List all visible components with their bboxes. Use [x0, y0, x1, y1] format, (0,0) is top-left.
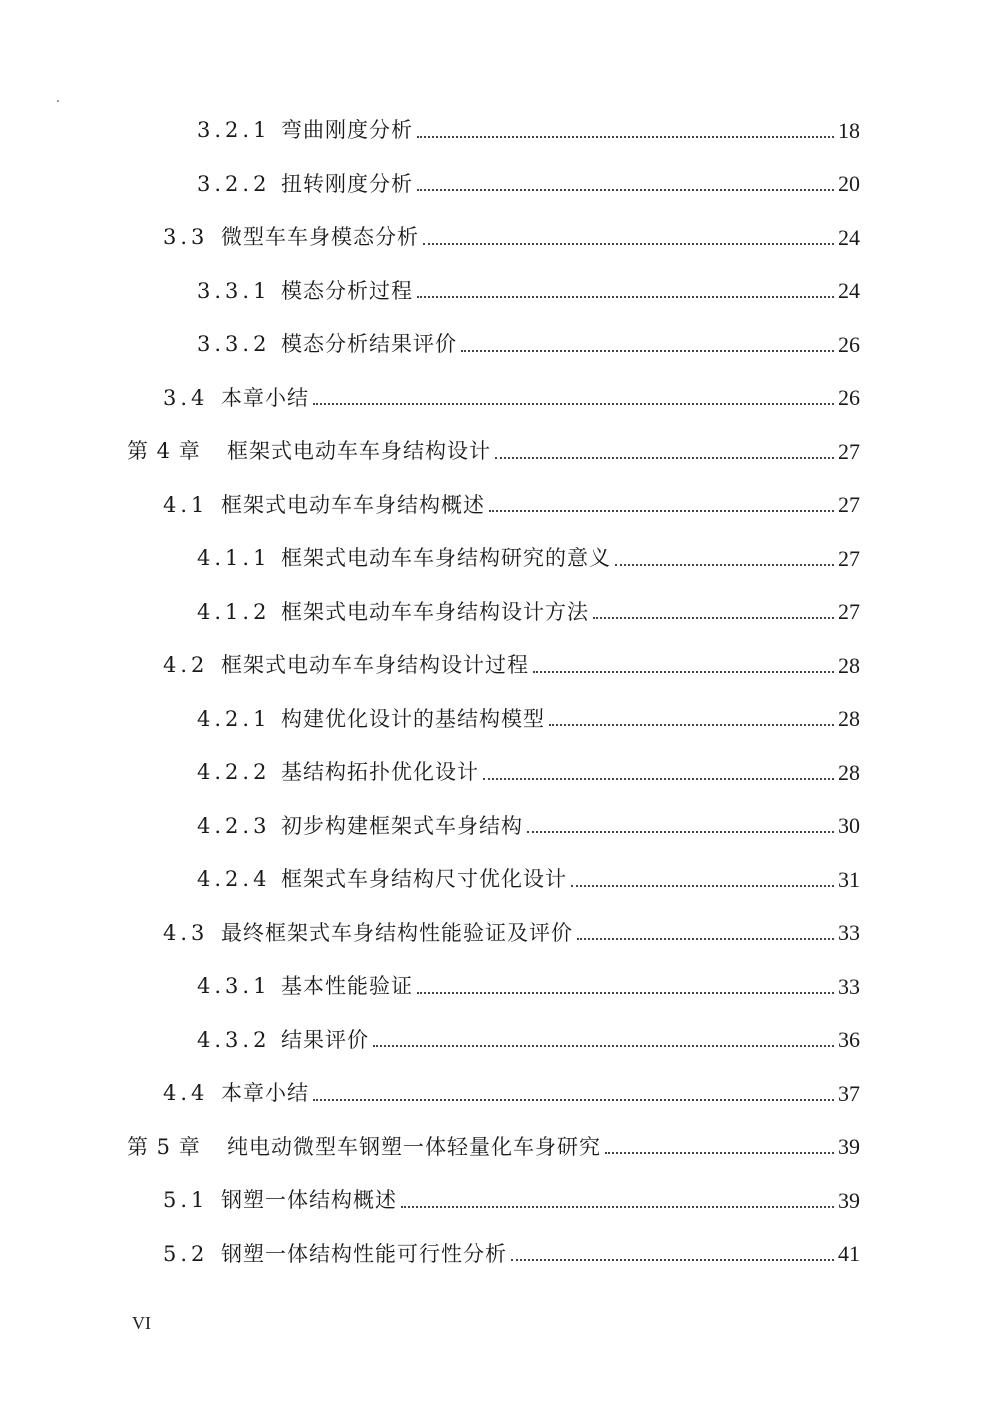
dot-leader	[511, 1259, 834, 1261]
toc-entry[interactable]	[0, 1174, 992, 1228]
toc-entry-page: 27	[838, 545, 860, 571]
toc-entry[interactable]	[0, 1014, 992, 1068]
dot-leader	[313, 403, 834, 405]
toc-entry-page: 30	[838, 813, 860, 839]
toc-entry-title: 扭转刚度分析	[281, 171, 413, 196]
toc-entry[interactable]	[0, 158, 992, 212]
dot-leader	[483, 778, 834, 780]
dot-leader	[373, 1045, 834, 1047]
toc-entry[interactable]	[0, 479, 992, 533]
toc-entry-number: 第 5 章	[127, 1134, 201, 1159]
toc-entry-page: 26	[838, 385, 860, 411]
toc-entry-title: 构建优化设计的基结构模型	[281, 706, 545, 731]
toc-entry-title: 框架式电动车车身结构设计	[227, 439, 491, 464]
dot-leader	[417, 189, 834, 191]
toc-entry-number: 3.2.2	[197, 171, 271, 196]
toc-entry[interactable]	[0, 104, 992, 158]
toc-entry[interactable]	[0, 1067, 992, 1121]
toc-entry-title: 初步构建框架式车身结构	[281, 813, 523, 838]
toc-entry[interactable]	[0, 1121, 992, 1175]
toc-entry-title: 模态分析过程	[281, 278, 413, 303]
dot-leader	[533, 671, 834, 673]
toc-entry[interactable]	[0, 1228, 992, 1282]
toc-entry-page: 41	[838, 1241, 860, 1267]
toc-entry-number: 4.3.2	[197, 1027, 271, 1052]
toc-entry[interactable]	[0, 746, 992, 800]
dot-leader	[401, 1206, 834, 1208]
toc-entry-title: 最终框架式车身结构性能验证及评价	[221, 920, 573, 945]
toc-entry[interactable]	[0, 372, 992, 426]
dot-leader	[489, 510, 834, 512]
toc-entry[interactable]	[0, 532, 992, 586]
dot-leader	[605, 1152, 834, 1154]
dot-leader	[495, 457, 834, 459]
toc-entry-number: 4.2.3	[197, 813, 271, 838]
table-of-contents	[0, 104, 992, 1281]
toc-entry-page: 28	[838, 759, 860, 785]
toc-entry-number: 3.4	[163, 385, 209, 410]
page-number: VI	[132, 1313, 151, 1333]
toc-entry-number: 3.3.2	[197, 332, 271, 357]
toc-entry-number: 4.2.1	[197, 706, 271, 731]
toc-entry-page: 36	[838, 1027, 860, 1053]
dot-leader	[577, 938, 834, 940]
toc-entry-title: 基结构拓扑优化设计	[281, 760, 479, 785]
toc-entry-page: 24	[838, 224, 860, 250]
toc-entry-number: 4.1.1	[197, 546, 271, 571]
dot-leader	[615, 564, 834, 566]
toc-entry[interactable]	[0, 853, 992, 907]
toc-entry-number: 3.3	[163, 225, 209, 250]
toc-entry-title: 模态分析结果评价	[281, 332, 457, 357]
dot-leader	[593, 617, 834, 619]
toc-entry-title: 钢塑一体结构概述	[221, 1188, 397, 1213]
toc-entry-page: 27	[838, 438, 860, 464]
toc-entry-title: 基本性能验证	[281, 974, 413, 999]
toc-entry-title: 框架式电动车车身结构研究的意义	[281, 546, 611, 571]
toc-entry[interactable]	[0, 425, 992, 479]
toc-entry-title: 框架式电动车车身结构设计方法	[281, 599, 589, 624]
dot-leader	[417, 136, 834, 138]
toc-entry-number: 4.1.2	[197, 599, 271, 624]
toc-entry-page: 18	[838, 117, 860, 143]
dot-leader	[423, 243, 834, 245]
toc-entry-title: 框架式电动车车身结构设计过程	[221, 653, 529, 678]
dot-leader	[549, 724, 834, 726]
toc-entry-number: 4.3	[163, 920, 209, 945]
scan-mark	[57, 100, 59, 102]
toc-entry-number: 4.1	[163, 492, 209, 517]
toc-entry-title: 结果评价	[281, 1027, 369, 1052]
toc-entry[interactable]	[0, 318, 992, 372]
dot-leader	[461, 350, 834, 352]
toc-entry-number: 5.2	[163, 1241, 209, 1266]
toc-entry-page: 31	[838, 866, 860, 892]
toc-entry[interactable]	[0, 800, 992, 854]
toc-entry[interactable]	[0, 693, 992, 747]
dot-leader	[417, 296, 834, 298]
toc-entry-number: 第 4 章	[127, 439, 201, 464]
toc-entry-page: 28	[838, 652, 860, 678]
toc-entry-number: 3.3.1	[197, 278, 271, 303]
toc-entry-title: 框架式电动车车身结构概述	[221, 492, 485, 517]
toc-entry[interactable]	[0, 639, 992, 693]
toc-entry-number: 4.4	[163, 1081, 209, 1106]
toc-entry-page: 39	[838, 1187, 860, 1213]
toc-entry-page: 28	[838, 706, 860, 732]
toc-entry-title: 本章小结	[221, 1081, 309, 1106]
toc-entry-number: 4.2	[163, 653, 209, 678]
toc-entry-title: 钢塑一体结构性能可行性分析	[221, 1241, 507, 1266]
toc-entry-number: 5.1	[163, 1188, 209, 1213]
toc-entry[interactable]	[0, 265, 992, 319]
toc-entry-page: 27	[838, 492, 860, 518]
toc-entry[interactable]	[0, 586, 992, 640]
toc-entry-number: 4.2.4	[197, 867, 271, 892]
toc-entry-title: 本章小结	[221, 385, 309, 410]
toc-entry-page: 33	[838, 973, 860, 999]
toc-entry[interactable]	[0, 211, 992, 265]
toc-entry-page: 27	[838, 599, 860, 625]
toc-entry-number: 4.3.1	[197, 974, 271, 999]
toc-entry[interactable]	[0, 960, 992, 1014]
toc-entry-title: 微型车车身模态分析	[221, 225, 419, 250]
toc-entry-title: 纯电动微型车钢塑一体轻量化车身研究	[227, 1134, 601, 1159]
dot-leader	[527, 831, 834, 833]
toc-entry-page: 26	[838, 331, 860, 357]
toc-entry-number: 4.2.2	[197, 760, 271, 785]
toc-entry-page: 24	[838, 278, 860, 304]
toc-entry-title: 弯曲刚度分析	[281, 118, 413, 143]
dot-leader	[417, 992, 834, 994]
dot-leader	[313, 1099, 834, 1101]
toc-entry[interactable]	[0, 907, 992, 961]
toc-entry-page: 20	[838, 171, 860, 197]
toc-entry-number: 3.2.1	[197, 118, 271, 143]
toc-entry-page: 33	[838, 920, 860, 946]
toc-entry-title: 框架式车身结构尺寸优化设计	[281, 867, 567, 892]
dot-leader	[571, 885, 834, 887]
toc-entry-page: 37	[838, 1080, 860, 1106]
toc-entry-page: 39	[838, 1134, 860, 1160]
